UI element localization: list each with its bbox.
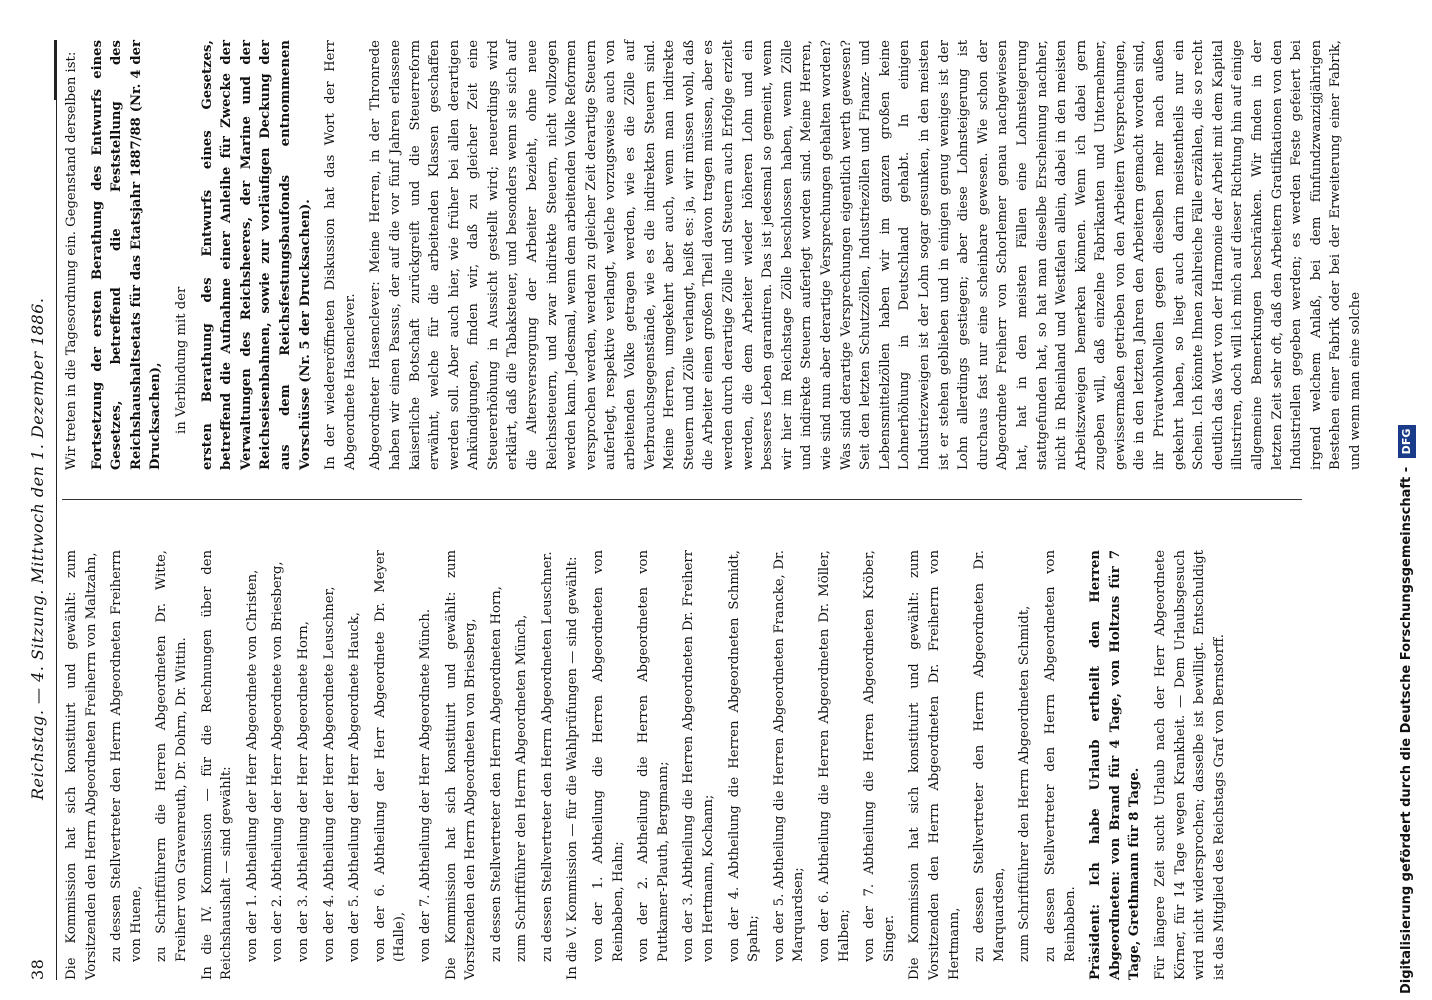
right-column bbox=[62, 40, 1363, 470]
column-divider bbox=[62, 499, 1302, 500]
right-column-head bbox=[28, 40, 54, 470]
paragraph: zu dessen Stellvertreter den Herrn Abgeordneten Horn, bbox=[488, 586, 504, 962]
paragraph: zu dessen Stellvertreter den Herrn Abgeordneten Leuschner. bbox=[539, 551, 555, 962]
paragraph: von der 7. Abtheilung der Herr Abgeordnete Münch. bbox=[417, 608, 433, 962]
paragraph: Die Kommission hat sich konstituirt und gewählt: zum Vorsitzenden den Herrn Abgeordneten Dr. Freiherrn von Hertmann, bbox=[907, 550, 962, 980]
paragraph: zum Schriftführer den Herrn Abgeordneten Münch, bbox=[514, 614, 530, 962]
agenda-item: Fortsetzung der ersten Berathung des Entwurfs eines Gesetzes, betreffend die Feststellung des Reichshaushaltsetats für das Etatsjahr 1887/88 (Nr. 4 der Drucksachen), bbox=[89, 40, 164, 470]
paragraph: zu Schriftführern die Herren Abgeordneten Dr. Witte, Freiherr von Gravenreuth, Dr. Dohrn, Dr. Wittin. bbox=[154, 550, 189, 962]
paragraph: von der 5. Abtheilung der Herr Abgeordnete Hauck, bbox=[347, 612, 363, 962]
paragraph: von der 6. Abtheilung der Herr Abgeordnete Dr. Meyer (Halle), bbox=[372, 550, 408, 962]
paragraph: in Verbindung mit der bbox=[173, 286, 189, 434]
running-title: Reichstag. — 4. Sitzung. Mittwoch den 1. Dezember 1886. bbox=[28, 297, 47, 800]
paragraph: von der 6. Abtheilung die Herren Abgeordneten Dr. Möller, Halben; bbox=[817, 550, 852, 962]
agenda-item: ersten Berathung des Entwurfs eines Gesetzes, betreffend die Aufnahme einer Anleihe für Zwecke der Verwaltungen des Reichsheeres, der Marine und der Reichseisenbahnen, sowie zur vorläufigen Deckung der aus dem Reichsfestungsbaufonds entnommenen Vorschüsse (Nr. 5 der Drucksachen). bbox=[199, 40, 313, 470]
paragraph: zum Schriftführer den Herrn Abgeordneten Schmidt, bbox=[1017, 605, 1033, 962]
paragraph: von der 2. Abtheilung die Herren Abgeordneten von Puttkamer-Plauth, Bergmann; bbox=[636, 550, 671, 962]
paragraph: von der 5. Abtheilung die Herren Abgeordneten Francke, Dr. Marquardsen; bbox=[771, 550, 807, 962]
paragraph: Wir treten in die Tagesordnung ein. Gegenstand derselben ist: bbox=[64, 51, 79, 470]
paragraph: In der wiedereröffneten Diskussion hat das Wort der Herr Abgeordnete Hasenclever. bbox=[323, 40, 358, 470]
paragraph: von der 1. Abtheilung der Herr Abgeordnete von Christen, bbox=[244, 569, 260, 962]
paragraph: von der 1. Abtheilung die Herren Abgeordneten von Reinbaben, Hahn; bbox=[591, 550, 626, 962]
right-header-rule bbox=[56, 40, 57, 470]
left-column bbox=[62, 550, 1302, 980]
paragraph: von der 7. Abtheilung die Herren Abgeordneten Kröber, Singer. bbox=[862, 550, 897, 962]
stamp-text: Digitalisierung gefördert durch die Deutsche Forschungsgemeinschaft - bbox=[1399, 466, 1414, 994]
paragraph: Die Kommission hat sich konstituirt und gewählt: zum Vorsitzenden den Herrn Abgeordneten von Briesberg, bbox=[443, 550, 479, 980]
president-remark: Präsident: Ich habe Urlaub ertheilt den Herren Abgeordneten: von Brand für 4 Tage, von Holtzus für 7 Tage, Grethmann für 8 Tage. bbox=[1088, 550, 1143, 980]
paragraph: zu dessen Stellvertreter den Herrn Abgeordneten von Reinbaben. bbox=[1042, 550, 1078, 962]
paragraph: zu dessen Stellvertreter den Herrn Abgeordneten Freiherrn von Huene, bbox=[109, 550, 144, 962]
paragraph: von der 4. Abtheilung die Herren Abgeordneten Schmidt, Spahn; bbox=[726, 550, 762, 962]
stamp-text-line bbox=[1392, 4, 1422, 994]
dfg-logo: DFG bbox=[1398, 425, 1416, 459]
attribution-stamp bbox=[1392, 4, 1422, 994]
paragraph: von der 3. Abtheilung der Herr Abgeordnete Horn, bbox=[295, 621, 311, 962]
paragraph: von der 2. Abtheilung der Herr Abgeordnete von Briesberg, bbox=[270, 561, 286, 962]
paragraph: zu dessen Stellvertreter den Herrn Abgeordneten Dr. Marquardsen, bbox=[972, 550, 1007, 962]
page-number: 38 bbox=[28, 958, 47, 980]
paragraph: Für längere Zeit sucht Urlaub nach der Herr Abgeordnete Körner, für 14 Tage wegen Krankheit. — Dem Urlaubsgesuch wird nicht widersprochen; dasselbe ist bewilligt. Entschuldigt ist das Mitglied des Reichstags Graf von Bernstorff. bbox=[1152, 550, 1227, 980]
paragraph: von der 3. Abtheilung die Herren Abgeordneten Dr. Freiherr von Hertmann, Kochann; bbox=[681, 550, 717, 962]
paragraph: In die V. Kommission — für die Wahlprüfungen — sind gewählt: bbox=[565, 556, 581, 980]
paragraph: Die Kommission hat sich konstituirt und gewählt: zum Vorsitzenden den Herrn Abgeordneten Freiherrn von Maltzahn, bbox=[64, 550, 99, 980]
speech: Abgeordneter Hasenclever: Meine Herren, in der Thronrede haben wir einen Passus, der auf die vor fünf Jahren erlassene kaiserliche Botschaft zurückgreift und die Steuerreform erwähnt, welche für die arbeitenden Klassen geschaffen werden soll. Aber auch hier, wie früher bei allen derartigen Ankündigungen, finden wir, daß zu gleicher Zeit eine Steuererhöhung in Aussicht gestellt wird; neuerdings wird erklärt, daß die Tabaksteuer, und besonders wenn sie sich auf die Altersversorgung der Arbeiter bezieht, ohne neue Reichssteuern, und zwar indirekte Steuern, nicht vollzogen werden kann. Jedesmal, wenn dem arbeitenden Volke Reformen versprochen werden, werden zu gleicher Zeit derartige Steuern auferlegt, respektive verlangt, welche vorzugsweise auch von arbeitenden Volke getragen werden, wie es die Zölle auf Verbrauchsgegenstände, wie es die indirekten Steuern sind. Meine Herren, umgekehrt aber auch, wenn man indirekte Steuern und Zölle verlangt, heißt es: ja, wir müssen wohl, daß die Arbeiter einen großen Theil davon tragen müssen, aber es werden durch derartige Zölle und Steuern auch Erfolge erzielt werden, die dem Arbeiter wieder höheren Lohn und ein besseres Leben garantiren. Das ist jedesmal so gemeint, wenn wir hier im Reichstage Zölle beschlossen haben, wenn Zölle und indirekte Steuern auferlegt worden sind. Meine Herren, wie sind nun aber derartige Versprechungen gehalten worden? Was sind derartige Versprechungen eigentlich werth gewesen? Seit den letzten Schutzzöllen, Industriezöllen und Finanz- und Lebensmittelzöllen haben wir im ganzen großen keine Lohnerhöhung in Deutschland gehabt. In einigen Industriezweigen ist der Lohn sogar gesunken, in den meisten ist er stehen geblieben und in einigen genug weniges ist der Lohn allerdings gestiegen; aber diese Lohnsteigerung ist durchaus fast nur eine scheinbare gewesen. Wie schon der Abgeordnete Freiherr von Schorlemer genau nachgewiesen hat, hat in den meisten Fällen eine Lohnsteigerung stattgefunden hat, so hat man dieselbe Erscheinung nachher, nicht in Rheinland und Westfalen allein, dabei in den meisten Arbeitszweigen bemerken können. Wenn ich dabei gern zugeben will, daß einzelne Fabrikanten und Unternehmer, gewissermaßen getrieben von den Arbeitern Versprechungen, die in den letzten Jahren den Arbeitern gemacht worden sind, ihr Privatwohlwollen gegen dieselben mehr nach außen gekehrt haben, so liegt auch darin meistentheils nur ein Schein. Ich könnte Ihnen zahlreiche Fälle erzählen, die so recht deutlich das Wort von der Harmonie der Arbeit mit dem Kapital illustriren, doch will ich mich auf dieser Richtung hin auf einige allgemeine Bemerkungen beschränken. Wir finden in der letzten Zeit sehr oft, daß den Arbeitern Gratifikationen von den Industriellen gegeben werden; es werden Feste gefeiert bei irgend welchem Anlaß, bei dem fünfundzwanzigjährigen Bestehen einer Fabrik oder bei der Erweiterung einer Fabrik, und wenn man eine solche bbox=[368, 40, 1363, 470]
header-end-mark bbox=[28, 40, 56, 100]
paragraph: In die IV. Kommission — für die Rechnungen über den Reichshaushalt — sind gewählt: bbox=[199, 550, 235, 980]
paragraph: von der 4. Abtheilung der Herr Abgeordnete Leuschner, bbox=[321, 586, 337, 962]
